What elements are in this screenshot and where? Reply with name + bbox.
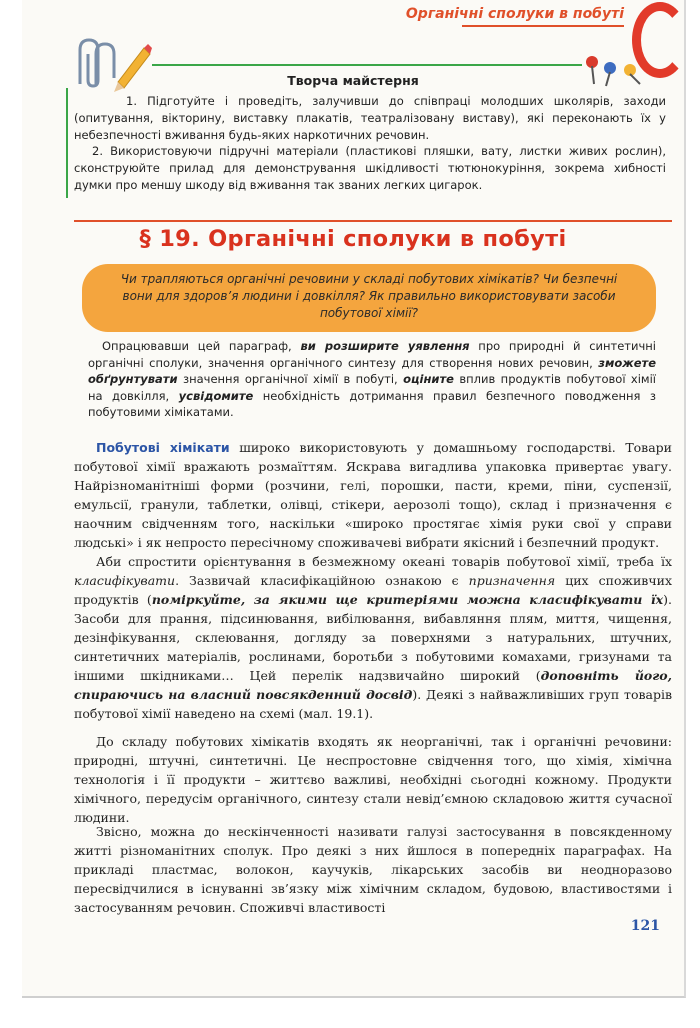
creative-vertical-rule (66, 88, 68, 198)
intro-text: необхідність дотримання правил безпечного поводження з побутовими хімікатами. (88, 388, 656, 419)
intro-emphasis: ви розширите уявлення (300, 339, 470, 353)
intro-text: значення органічної хімії в побуті, (177, 372, 404, 386)
intro-text: вплив продуктів побутової хімії на довкілля, (88, 372, 656, 403)
body-paragraph: До складу побутових хімікатів входять як неорганічні, так і органічні речовини: природні, штучні, синтетичні. Це неспростовне свідчення того, що хімія, хімічна технологія і її продукти – життєво важливі, необхідні сьогодні кожному. Продукти хімічного, передусім органічного, синтезу стали невід’ємною складовою життя сучасної людини. (74, 734, 672, 825)
creative-task-1: 1. Підготуйте і проведіть, залучивши до співпраці молодших школярів, заходи (опитування, вікторину, виставку плакатів, театралізовану виставу), які переконають їх у небезпечності вживання будь-яких наркотичних речовин. (74, 94, 666, 142)
paragraph-text: Аби спростити орієнтування в безмежному океані товарів побутової хімії, треба їх (96, 554, 672, 569)
intro-text: Опрацювавши цей параграф, (102, 339, 301, 353)
paragraph-text: ). Деякі з найважливіших груп товарів побутової хімії наведено на схемі (мал. 19.1). (74, 687, 672, 721)
questions-banner (82, 264, 656, 332)
task-prompt: доповніть його, спираючись на власний повсякденний досвід (74, 668, 672, 702)
intro-emphasis: зможете обґрунтувати (88, 355, 656, 386)
section-rule (74, 220, 672, 222)
creative-workshop-title: Творча майстерня (287, 73, 419, 88)
paragraph-text: ). Засоби для прання, підсинювання, вибілювання, вибавляння плям, миття, чищення, дезінфікування, склеювання, догляду за поверхнями з натуральних, штучних, синтетичних матеріалів, рослинами, боротьби з побутовими комахами, гризунами та іншими шкідниками… Цей перелік надзвичайно широкий ( (74, 592, 672, 683)
running-head: Органічні сполуки в побуті (405, 6, 624, 22)
italic-term: класифікувати (74, 573, 176, 588)
questions-text: Чи трапляються органічні речовини у складі побутових хімікатів? Чи безпечні вони для здоров’я людини і довкілля? Як правильно використовувати засоби побутової хімії? (120, 272, 618, 320)
paragraph-text: . Зазвичай класифікаційною ознакою є (175, 573, 469, 588)
textbook-page (22, 0, 686, 998)
key-term: Побутові хімікати (96, 440, 230, 455)
intro-emphasis: оціните (403, 372, 454, 386)
running-head-rule (462, 25, 624, 27)
body-paragraph (74, 438, 672, 552)
intro-text: про природні й синтетичні органічні сполуки, значення органічного синтезу для створення нових речовин, (88, 339, 656, 370)
task-prompt: поміркуйте, за якими ще критеріями можна класифікувати їх (151, 592, 664, 607)
page-number: 121 (630, 918, 660, 934)
paragraph-text: широко використовують у домашньому господарстві. Товари побутової хімії вражають розмаїттям. Яскрава вигадлива упаковка привертає увагу. Найрізноманітніші форми (розчини, гелі, порошки, пасти, креми, піни, суспензії, емульсії, гранули, таблетки, олівці, стікери, аерозолі тощо), склад і призначення є наочним свідченням того, наскільки «широко простягає хімія руки свої у справи людські» і як непросто пересічному споживачеві вибрати якісний і безпечний продукт. (74, 440, 672, 550)
creative-task-2: 2. Використовуючи підручні матеріали (пластикові пляшки, вату, листки живих рослин), сконструюйте прилад для демонстрування шкідливості тютюнокуріння, зокрема хибності думки про меншу шкоду від вживання так званих легких цигарок. (74, 144, 666, 192)
section-title: § 19. Органічні сполуки в побуті (139, 226, 567, 252)
section-divider-green (152, 64, 582, 66)
learning-outcomes (88, 338, 656, 421)
italic-term: призначення (468, 573, 556, 588)
body-paragraph: Звісно, можна до нескінченності називати галузі застосування в повсякденному житті різноманітних сполук. Про деякі з них йшлося в попередніх параграфах. На прикладі пластмас, волокон, каучуків, лікарських засобів ви неодноразово пересвідчилися в існуванні зв’язку між хімічним складом, будовою, властивостями і застосуванням речовин. Споживчі властивості (74, 824, 672, 915)
intro-emphasis: усвідомите (178, 388, 254, 403)
body-paragraph (74, 552, 672, 723)
paragraph-text: цих споживчих продуктів ( (74, 573, 672, 607)
